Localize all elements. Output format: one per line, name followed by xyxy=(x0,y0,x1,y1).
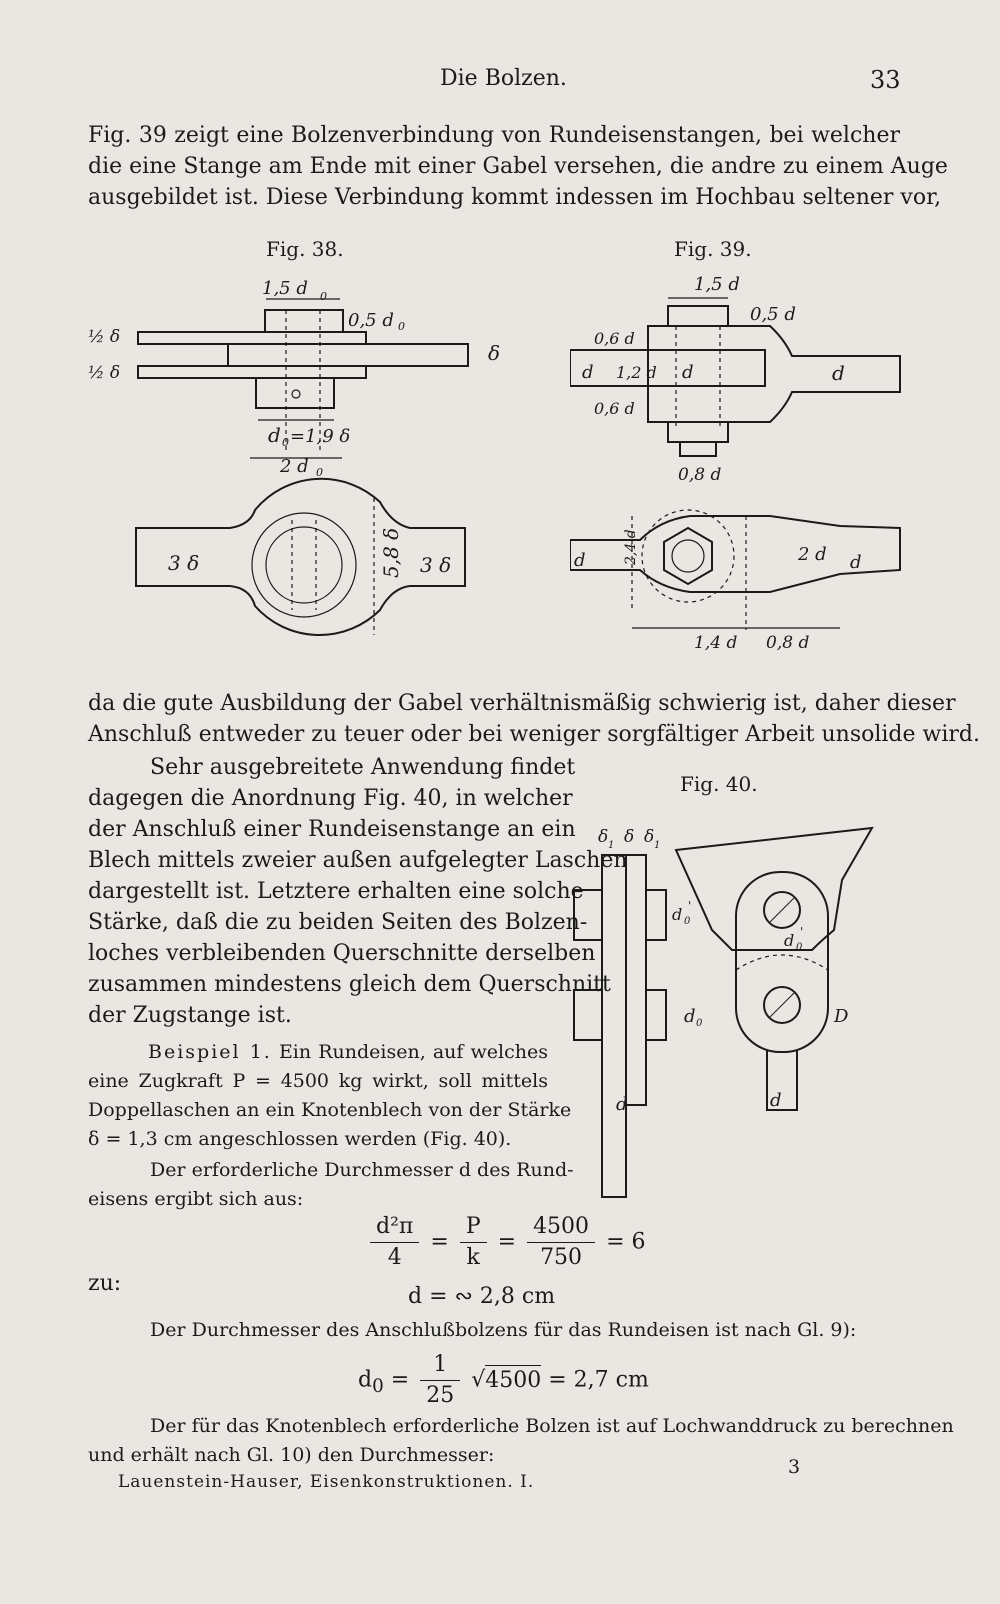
footer-source: Lauenstein-Hauser, Eisenkonstruktionen. I. xyxy=(118,1472,535,1492)
text-line: loches verbleibenden Querschnitte derselben xyxy=(88,941,596,966)
text-line: δ = 1,3 cm angeschlossen werden (Fig. 40). xyxy=(88,1128,512,1150)
formula-2: d = ∾ 2,8 cm xyxy=(408,1284,556,1309)
fig40-label: 1 xyxy=(608,840,615,851)
fig40-label: δ xyxy=(644,827,655,847)
denominator: 750 xyxy=(540,1245,583,1270)
equals-sign: = xyxy=(430,1229,449,1255)
fig40-label: δ xyxy=(598,827,609,847)
fig38-label: ½ δ xyxy=(88,363,121,383)
text-line: eisens ergibt sich aus: xyxy=(88,1188,304,1210)
fig39-label: 1,2 d xyxy=(616,363,657,382)
fig40-label: d xyxy=(616,1094,628,1115)
fig40-label: ' xyxy=(688,899,692,913)
text-line: der Zugstange ist. xyxy=(88,1003,292,1028)
text-line: ausgebildet ist. Diese Verbindung kommt indessen im Hochbau seltener vor, xyxy=(88,185,942,210)
denominator: 25 xyxy=(426,1383,455,1408)
text-line: Doppellaschen an ein Knotenblech von der Stärke xyxy=(88,1099,572,1121)
numerator: P xyxy=(460,1212,487,1243)
footer-signature: 3 xyxy=(788,1456,802,1478)
fig38-label: 3 δ xyxy=(420,553,452,577)
text-line: zusammen mindestens gleich dem Querschnitt xyxy=(88,972,611,997)
numerator: d²π xyxy=(370,1212,419,1243)
fig38-drawing xyxy=(80,270,520,670)
paragraph-bolt-diameter xyxy=(88,1316,900,1345)
paragraph-fig39-intro xyxy=(88,120,948,213)
formula-1 xyxy=(366,1212,646,1273)
paragraph-fig40-intro xyxy=(88,752,628,1031)
numerator: 4500 xyxy=(527,1212,595,1243)
fig39-label: d xyxy=(582,362,594,383)
paragraph-gusset xyxy=(88,1412,954,1470)
fig39-label: 1,4 d xyxy=(694,633,738,653)
text-line: eine Zugkraft P = 4500 kg wirkt, soll mittels xyxy=(88,1070,548,1092)
fraction xyxy=(527,1212,595,1273)
text-line: Anschluß entweder zu teuer oder bei weniger sorgfältiger Arbeit unsolide wird. xyxy=(88,722,980,747)
text-line: dargestellt ist. Letztere erhalten eine solche xyxy=(88,879,584,904)
fig39-label: 0,5 d xyxy=(750,304,796,325)
fig38-label: 0 xyxy=(398,320,405,333)
fraction xyxy=(420,1350,460,1411)
fig39-label: d xyxy=(682,362,694,383)
fig38-label: 2 d xyxy=(280,456,309,477)
fig38-label: 0 xyxy=(282,436,289,449)
text-line: und erhält nach Gl. 10) den Durchmesser: xyxy=(88,1444,495,1466)
fig40-label: 0 xyxy=(696,1018,703,1029)
fig38-label: d xyxy=(268,423,281,447)
radicand: 4500 xyxy=(485,1365,541,1393)
fig40-label: 1 xyxy=(654,840,661,851)
fig38-label: 1,5 d xyxy=(262,278,308,299)
fig39-label: 1,5 d xyxy=(694,274,740,295)
text-line: Fig. 39 zeigt eine Bolzenverbindung von Rundeisenstangen, bei welcher xyxy=(88,123,900,148)
text-line: Der Durchmesser des Anschlußbolzens für das Rundeisen ist nach Gl. 9): xyxy=(150,1319,857,1341)
fig38-label: 0 xyxy=(316,466,323,479)
fig40-label: d xyxy=(684,1006,696,1027)
fig39-label: 0,8 d xyxy=(678,465,722,485)
fig40-label: 0 xyxy=(796,942,803,953)
text-line: der Anschluß einer Rundeisenstange an ein xyxy=(88,817,576,842)
zu-label: zu: xyxy=(88,1271,122,1296)
text-line: Blech mittels zweier außen aufgelegter Laschen xyxy=(88,848,628,873)
formula-result: = 2,7 cm xyxy=(548,1367,649,1393)
text-line: da die gute Ausbildung der Gabel verhältnismäßig schwierig ist, daher dieser xyxy=(88,691,956,716)
text-line: dagegen die Anordnung Fig. 40, in welcher xyxy=(88,786,573,811)
fig39-drawing xyxy=(570,270,910,670)
example-title: Beispiel 1. xyxy=(148,1041,272,1063)
text-line: Der für das Knotenblech erforderliche Bolzen ist auf Lochwanddruck zu berechnen xyxy=(150,1415,954,1437)
page-number: 33 xyxy=(870,66,901,94)
fig40-label: δ xyxy=(624,827,635,847)
fraction xyxy=(370,1212,419,1273)
fig39-label: 0,6 d xyxy=(594,399,635,418)
fig39-caption: Fig. 39. xyxy=(674,237,752,261)
fig40-caption: Fig. 40. xyxy=(680,772,758,796)
fraction xyxy=(460,1212,487,1273)
fig40-label: 0 xyxy=(684,916,691,927)
fig39-label: d xyxy=(574,550,586,571)
fig38-label: 0 xyxy=(320,290,327,303)
fig40-label: d xyxy=(672,905,683,924)
fig38-label: ½ δ xyxy=(88,327,121,347)
fig39-label: 0,6 d xyxy=(594,329,635,348)
fig38-label: δ xyxy=(488,341,501,365)
equals-sign: = xyxy=(390,1367,410,1393)
fig38-label: 5,8 δ xyxy=(379,527,403,578)
equals-sign: = xyxy=(497,1229,517,1255)
fig39-label: d xyxy=(850,552,862,573)
formula-subscript: 0 xyxy=(372,1375,384,1397)
fig38-label: 0,5 d xyxy=(348,310,394,331)
formula-result: = 6 xyxy=(606,1229,646,1255)
fig39-label: 0,8 d xyxy=(766,633,810,653)
numerator: 1 xyxy=(420,1350,460,1381)
running-header-title: Die Bolzen. xyxy=(440,66,567,91)
fig38-caption: Fig. 38. xyxy=(266,237,344,261)
denominator: k xyxy=(466,1245,480,1270)
fig40-label: d xyxy=(784,931,795,950)
text-line: Der erforderliche Durchmesser d des Rund- xyxy=(150,1159,574,1181)
text-line: Ein Rundeisen, auf welches xyxy=(278,1041,549,1063)
text-line: die eine Stange am Ende mit einer Gabel versehen, die andre zu einem Auge xyxy=(88,154,948,179)
root-sign: √ xyxy=(471,1367,486,1393)
example-first-line xyxy=(88,1038,548,1067)
fig39-label: 2,4 d xyxy=(623,529,639,565)
example-1 xyxy=(88,1038,572,1154)
paragraph-diameter xyxy=(88,1156,574,1214)
formula-3 xyxy=(358,1350,649,1411)
fig38-label: =1,9 δ xyxy=(290,426,351,447)
fig40-label: ' xyxy=(800,925,804,939)
fig39-label: 2 d xyxy=(798,544,827,565)
text-line: Stärke, daß die zu beiden Seiten des Bolzen- xyxy=(88,910,588,935)
paragraph-fork xyxy=(88,688,980,750)
fig39-label: d xyxy=(832,361,845,385)
formula-lhs: d xyxy=(358,1367,373,1393)
text-line: Sehr ausgebreitete Anwendung findet xyxy=(150,755,576,780)
fig38-label: 3 δ xyxy=(168,551,200,575)
denominator: 4 xyxy=(387,1245,402,1270)
fig40-label: d xyxy=(770,1090,782,1111)
fig40-label: D xyxy=(834,1006,849,1027)
